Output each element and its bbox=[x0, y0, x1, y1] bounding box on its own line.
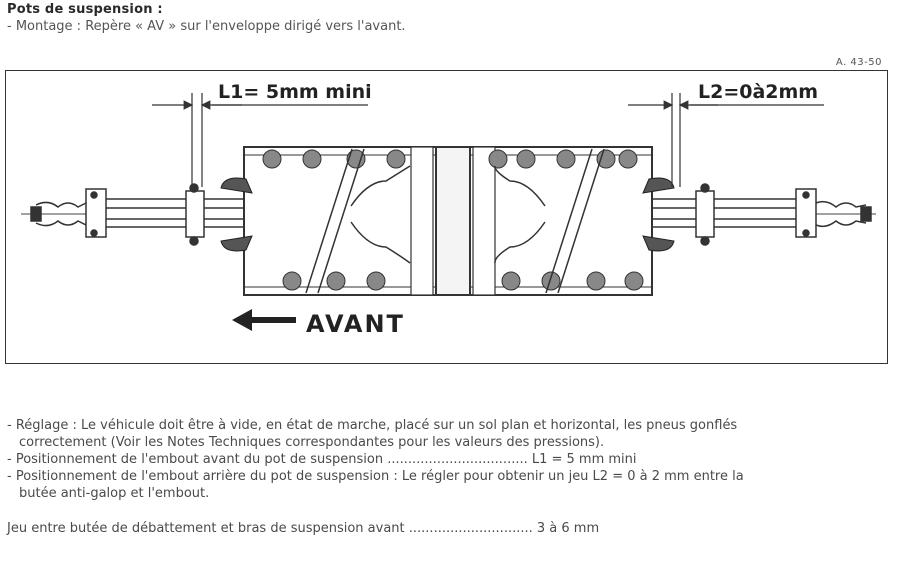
section-title: Pots de suspension : bbox=[7, 2, 163, 17]
figure-reference: A. 43-50 bbox=[835, 57, 882, 68]
instruction-jeu: Jeu entre butée de débattement et bras de suspension avant .............................. 3 à 6 mm bbox=[7, 521, 600, 536]
label-l2: L2=0à2mm bbox=[698, 81, 819, 103]
instruction-embout-arriere: - Positionnement de l'embout arrière du pot de suspension : Le régler pour obtenir un jeu L2 = 0 à 2 mm entre la bbox=[7, 469, 744, 484]
instruction-reglage: - Réglage : Le véhicule doit être à vide, en état de marche, placé sur un sol plan et horizontal, les pneus gonflés bbox=[7, 418, 738, 433]
instruction-embout-avant: - Positionnement de l'embout avant du pot de suspension .................................. L1 = 5 mm mini bbox=[7, 452, 637, 467]
direction-arrow bbox=[232, 309, 296, 331]
cylinder-housing bbox=[244, 147, 652, 295]
instructions-block bbox=[7, 417, 887, 537]
dimension-l2 bbox=[628, 93, 824, 187]
label-l1: L1= 5mm mini bbox=[218, 81, 372, 103]
suspension-drawing bbox=[6, 71, 889, 365]
direction-label: AVANT bbox=[306, 310, 405, 338]
instruction-reglage-cont: correctement (Voir les Notes Techniques correspondantes pour les valeurs des pressions). bbox=[19, 435, 605, 450]
instruction-embout-arriere-cont: butée anti-galop et l'embout. bbox=[19, 486, 210, 501]
suspension-diagram bbox=[5, 70, 888, 364]
section-subtitle: - Montage : Repère « AV » sur l'enveloppe dirigé vers l'avant. bbox=[7, 19, 406, 34]
